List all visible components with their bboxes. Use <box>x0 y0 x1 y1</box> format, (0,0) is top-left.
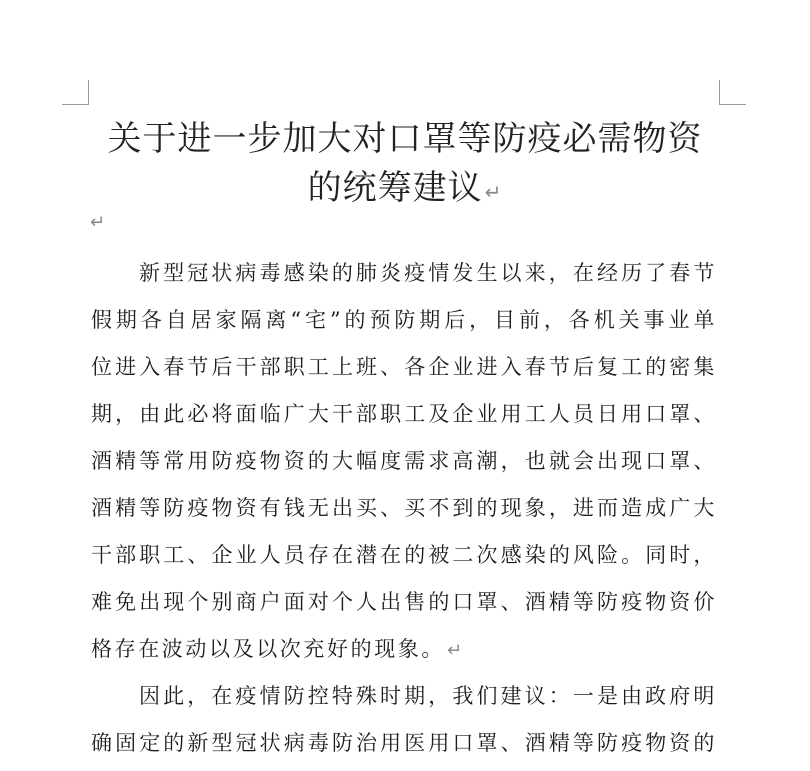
paragraph-mark-icon: ↵ <box>447 640 465 661</box>
document-title-line-1[interactable]: 关于进一步加大对口罩等防疫必需物资 <box>107 119 703 159</box>
paragraph-2-line[interactable]: 确固定的新型冠状病毒防治用医用口罩、酒精等防疫物资的 <box>91 731 717 755</box>
paragraph-1-line[interactable]: 假期各自居家隔离“宅”的预防期后，目前，各机关事业单 <box>91 308 717 332</box>
page-corner-mark-top-left <box>62 80 89 105</box>
document-title-line-2[interactable]: 的统筹建议 ↵ <box>307 168 503 208</box>
page-corner-mark-top-right <box>719 80 746 105</box>
paragraph-1-line[interactable]: 酒精等防疫物资有钱无出买、买不到的现象，进而造成广大 <box>91 496 717 520</box>
paragraph-2-line[interactable]: 因此，在疫情防控特殊时期，我们建议：一是由政府明 <box>139 684 717 708</box>
paragraph-mark-icon: ↵ <box>90 212 106 233</box>
paragraph-1-line[interactable]: 位进入春节后干部职工上班、各企业进入春节后复工的密集 <box>91 355 717 379</box>
paragraph-1-line[interactable]: 期，由此必将面临广大干部职工及企业用工人员日用口罩、 <box>91 402 717 426</box>
paragraph-1-line[interactable]: 新型冠状病毒感染的肺炎疫情发生以来，在经历了春节 <box>139 261 717 285</box>
empty-paragraph[interactable] <box>90 212 105 233</box>
paragraph-1-line[interactable]: 酒精等常用防疫物资的大幅度需求高潮，也就会出现口罩、 <box>91 449 717 473</box>
paragraph-1-line[interactable]: 干部职工、企业人员存在潜在的被二次感染的风险。同时， <box>91 543 717 567</box>
paragraph-mark-icon: ↵ <box>484 180 503 204</box>
paragraph-1-last-line[interactable]: 格存在波动以及以次充好的现象。 ↵ <box>91 637 465 661</box>
paragraph-1-line[interactable]: 难免出现个别商户面对个人出售的口罩、酒精等防疫物资价 <box>91 590 717 614</box>
